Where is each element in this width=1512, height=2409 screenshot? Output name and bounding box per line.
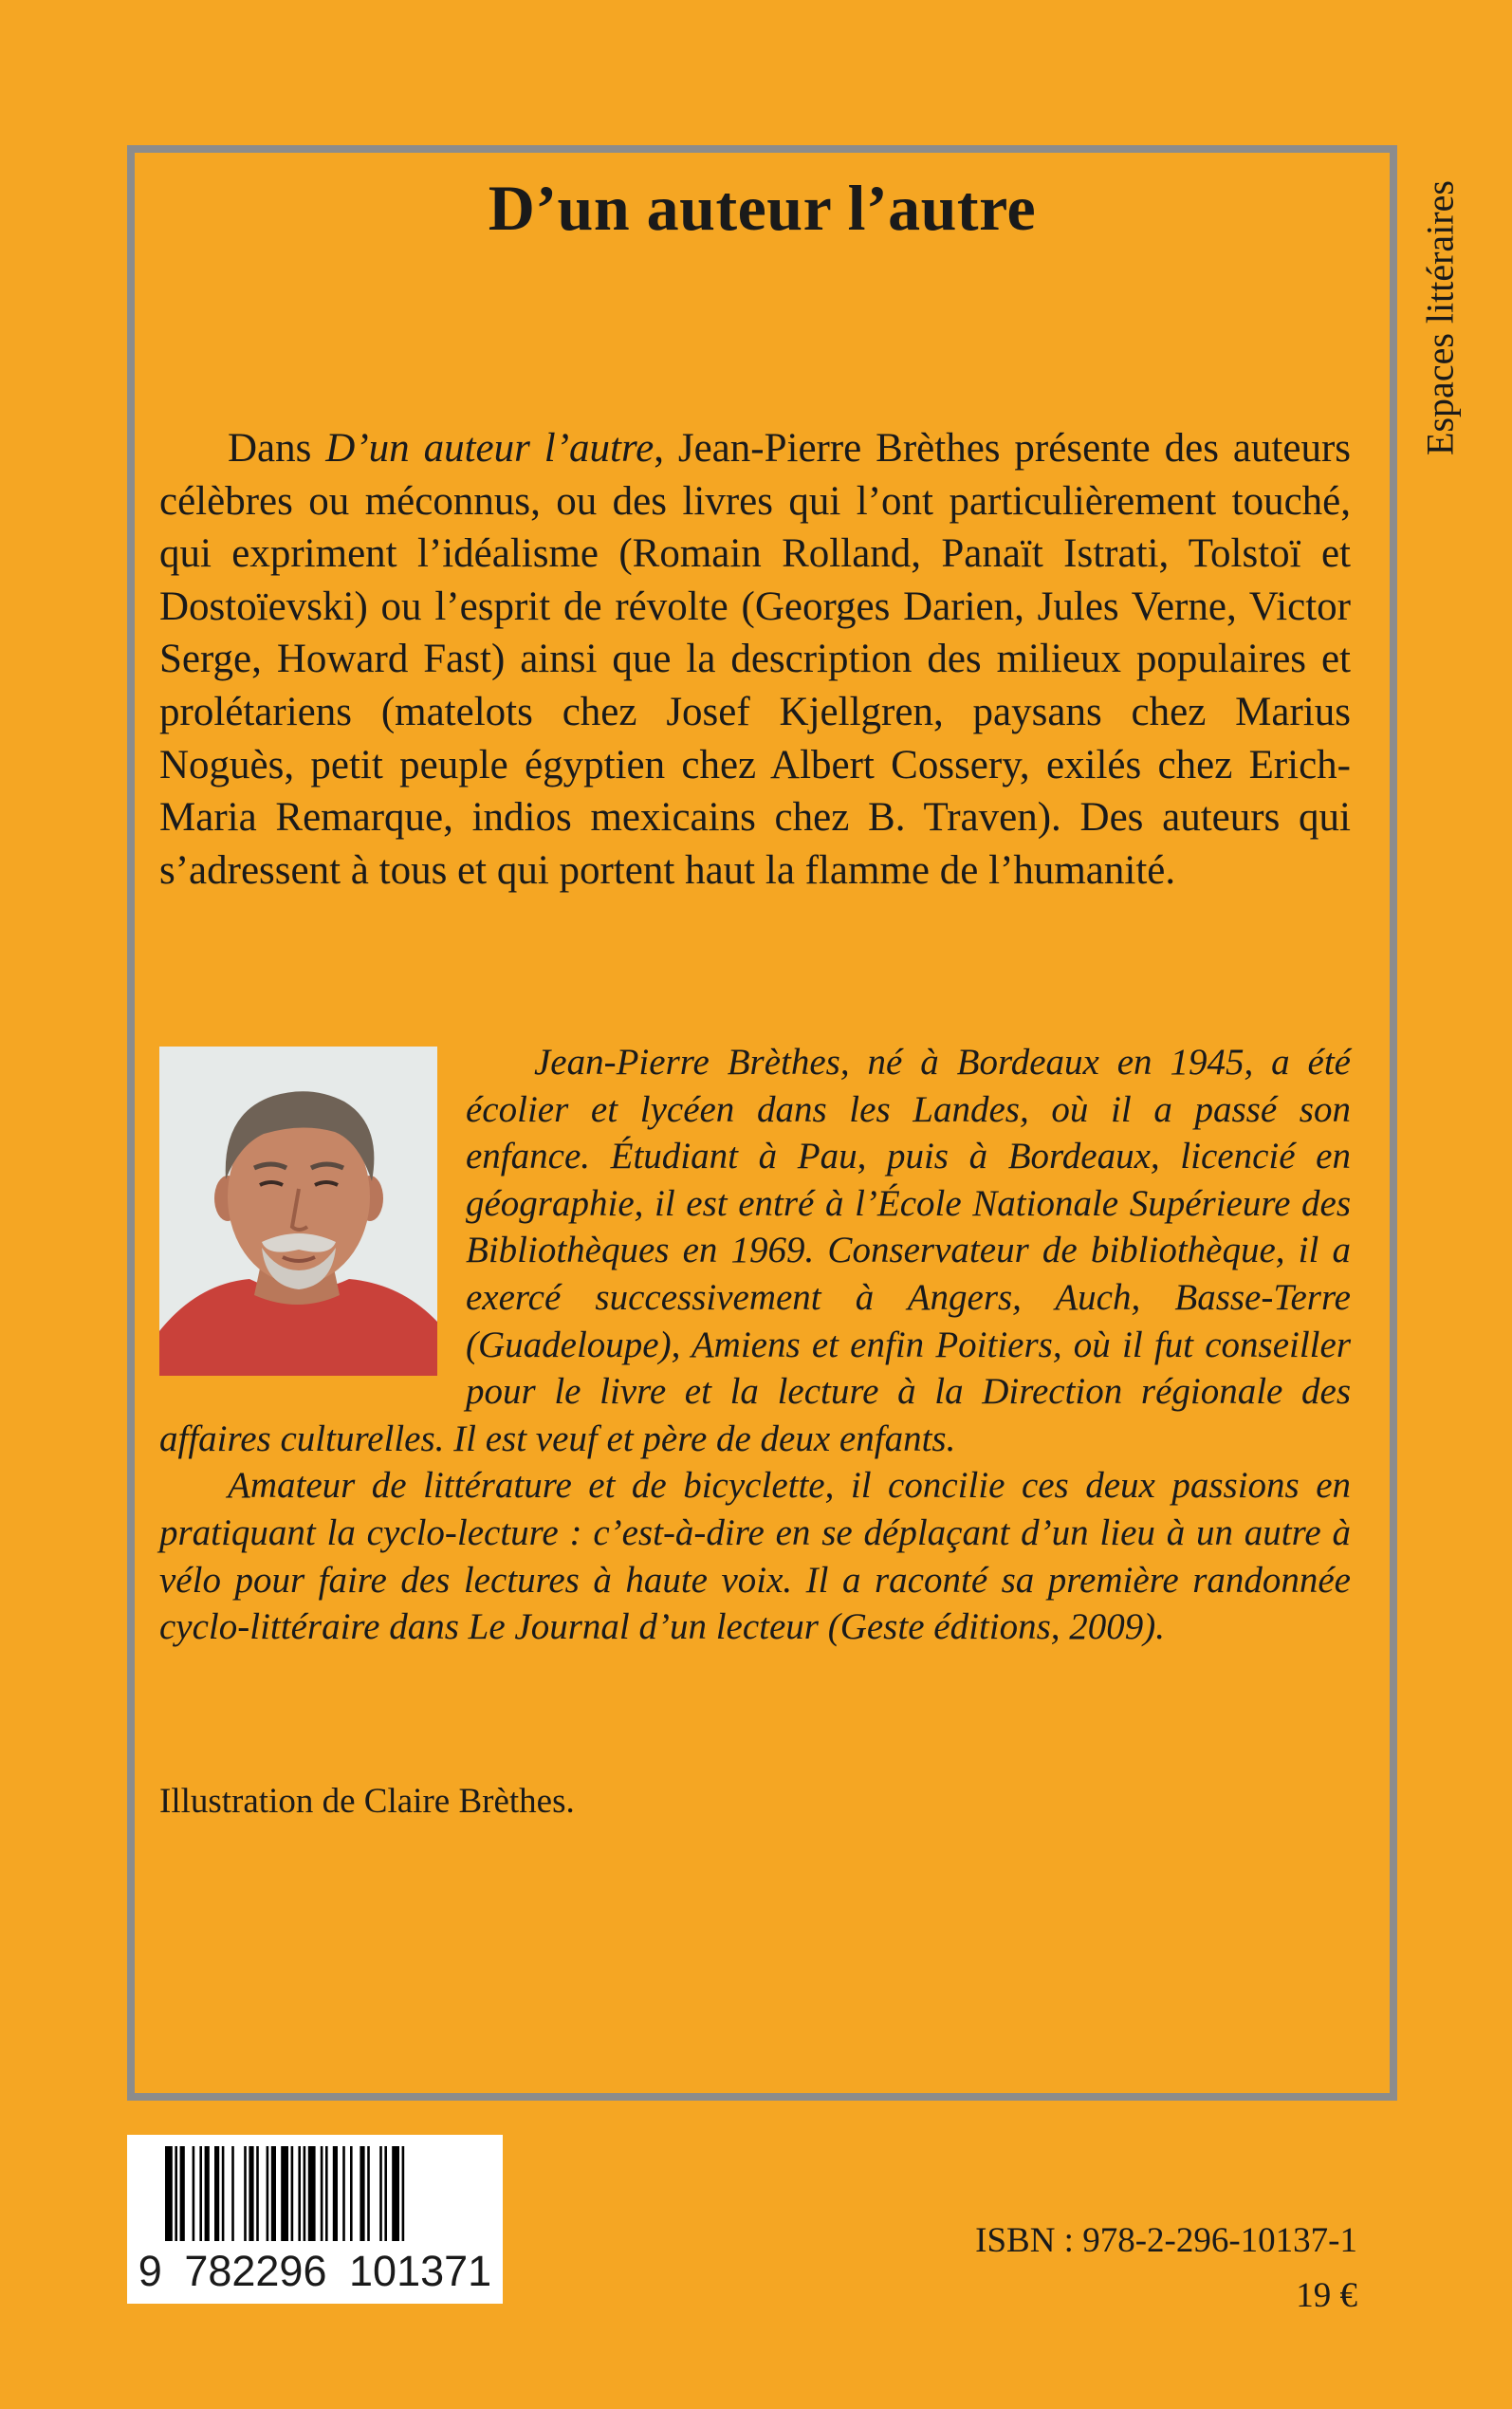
barcode-bar <box>271 2146 276 2241</box>
barcode-bar <box>392 2146 399 2241</box>
barcode-bar <box>180 2146 185 2241</box>
book-description <box>159 422 1351 897</box>
barcode-bars <box>127 2135 503 2249</box>
barcode-bar <box>205 2146 210 2241</box>
barcode-bar <box>325 2146 328 2241</box>
barcode-bar <box>333 2146 338 2241</box>
barcode-bar <box>222 2146 225 2241</box>
bio-paragraph-2: Amateur de littérature et de bicyclette, il concilie ces deux passions en pratiquant la cyclo-lecture : c’est-à-dire en se déplaçant d’un lieu à un autre à vélo pour faire des lectures à haute voix. Il a raconté sa première randonnée cyclo-littéraire dans Le Journal d’un lecteur (Geste éditions, 2009). <box>159 1465 1351 1648</box>
barcode-bar <box>175 2146 177 2241</box>
bio-paragraph-1: Jean-Pierre Brèthes, né à Bordeaux en 1945, a été écolier et lycéen dans les Landes, où il a passé son enfance. Étudiant à Pau, puis à Bordeaux, licencié en géographie, il est entré à l’École Nationale Supérieure des Bibliothèques en 1969. Conservateur de bibliothèque, il a exercé successivement à Angers, Auch, Basse-Terre (Guadeloupe), Amiens et enfin Poitiers, où il fut conseiller pour le livre et la lecture à la Direction régionale des affaires culturelles. Il est veuf et père de deux enfants. <box>159 1042 1351 1459</box>
barcode-bar <box>165 2146 173 2241</box>
barcode-bar <box>402 2146 405 2241</box>
author-photo <box>159 1047 437 1376</box>
barcode-bar <box>367 2146 370 2241</box>
description-book-title: D’un auteur l’autre <box>325 426 655 471</box>
barcode-bar <box>214 2146 219 2241</box>
barcode-digit-group: 101371 <box>349 2247 492 2295</box>
barcode-bar <box>308 2146 316 2241</box>
barcode-bar <box>256 2146 259 2241</box>
barcode-bar <box>267 2146 269 2241</box>
series-label: Espaces littéraires <box>1418 180 1462 455</box>
book-title: D’un auteur l’autre <box>488 172 1037 244</box>
barcode-digits <box>127 2247 503 2296</box>
barcode <box>127 2135 503 2304</box>
barcode-bar <box>249 2146 253 2241</box>
description-lead: Dans <box>228 426 326 471</box>
barcode-bar <box>193 2146 195 2241</box>
barcode-bar <box>384 2146 387 2241</box>
barcode-bar <box>199 2146 202 2241</box>
author-portrait <box>159 1047 437 1376</box>
barcode-bar <box>321 2146 323 2241</box>
barcode-bar <box>244 2146 247 2241</box>
barcode-bar <box>379 2146 382 2241</box>
price: 19 € <box>1296 2276 1357 2315</box>
barcode-digit-group: 782296 <box>184 2247 327 2295</box>
description-text: , Jean-Pierre Brèthes présente des auteurs célèbres ou méconnus, ou des livres qui l’ont particulièrement touché, qui expriment l’idéalisme (Romain Rolland, Panaït Istrati, Tolstoï et Dostoïevski) ou l’esprit de révolte (Georges Darien, Jules Verne, Victor Serge, Howard Fast) ainsi que la description des milieux populaires et prolétariens (matelots chez Josef Kjellgren, paysans chez Marius Noguès, petit peuple égyptien chez Albert Cossery, exilés chez Erich-Maria Remarque, indios mexicains chez B. Traven). Des auteurs qui s’adressent à tous et qui portent haut la flamme de l’humanité. <box>159 426 1352 893</box>
illustration-credit: Illustration de Claire Brèthes. <box>159 1782 575 1821</box>
barcode-bar <box>360 2146 364 2241</box>
series-spine <box>1413 142 1466 493</box>
isbn: ISBN : 978-2-296-10137-1 <box>975 2221 1357 2260</box>
barcode-bar <box>298 2146 301 2241</box>
barcode-bar <box>342 2146 345 2241</box>
barcode-bar <box>304 2146 306 2241</box>
author-bio <box>159 1039 1351 1651</box>
barcode-bar <box>281 2146 288 2241</box>
barcode-bar <box>231 2146 234 2241</box>
barcode-digit-group: 9 <box>138 2247 162 2295</box>
barcode-bar <box>350 2146 353 2241</box>
barcode-bar <box>291 2146 294 2241</box>
